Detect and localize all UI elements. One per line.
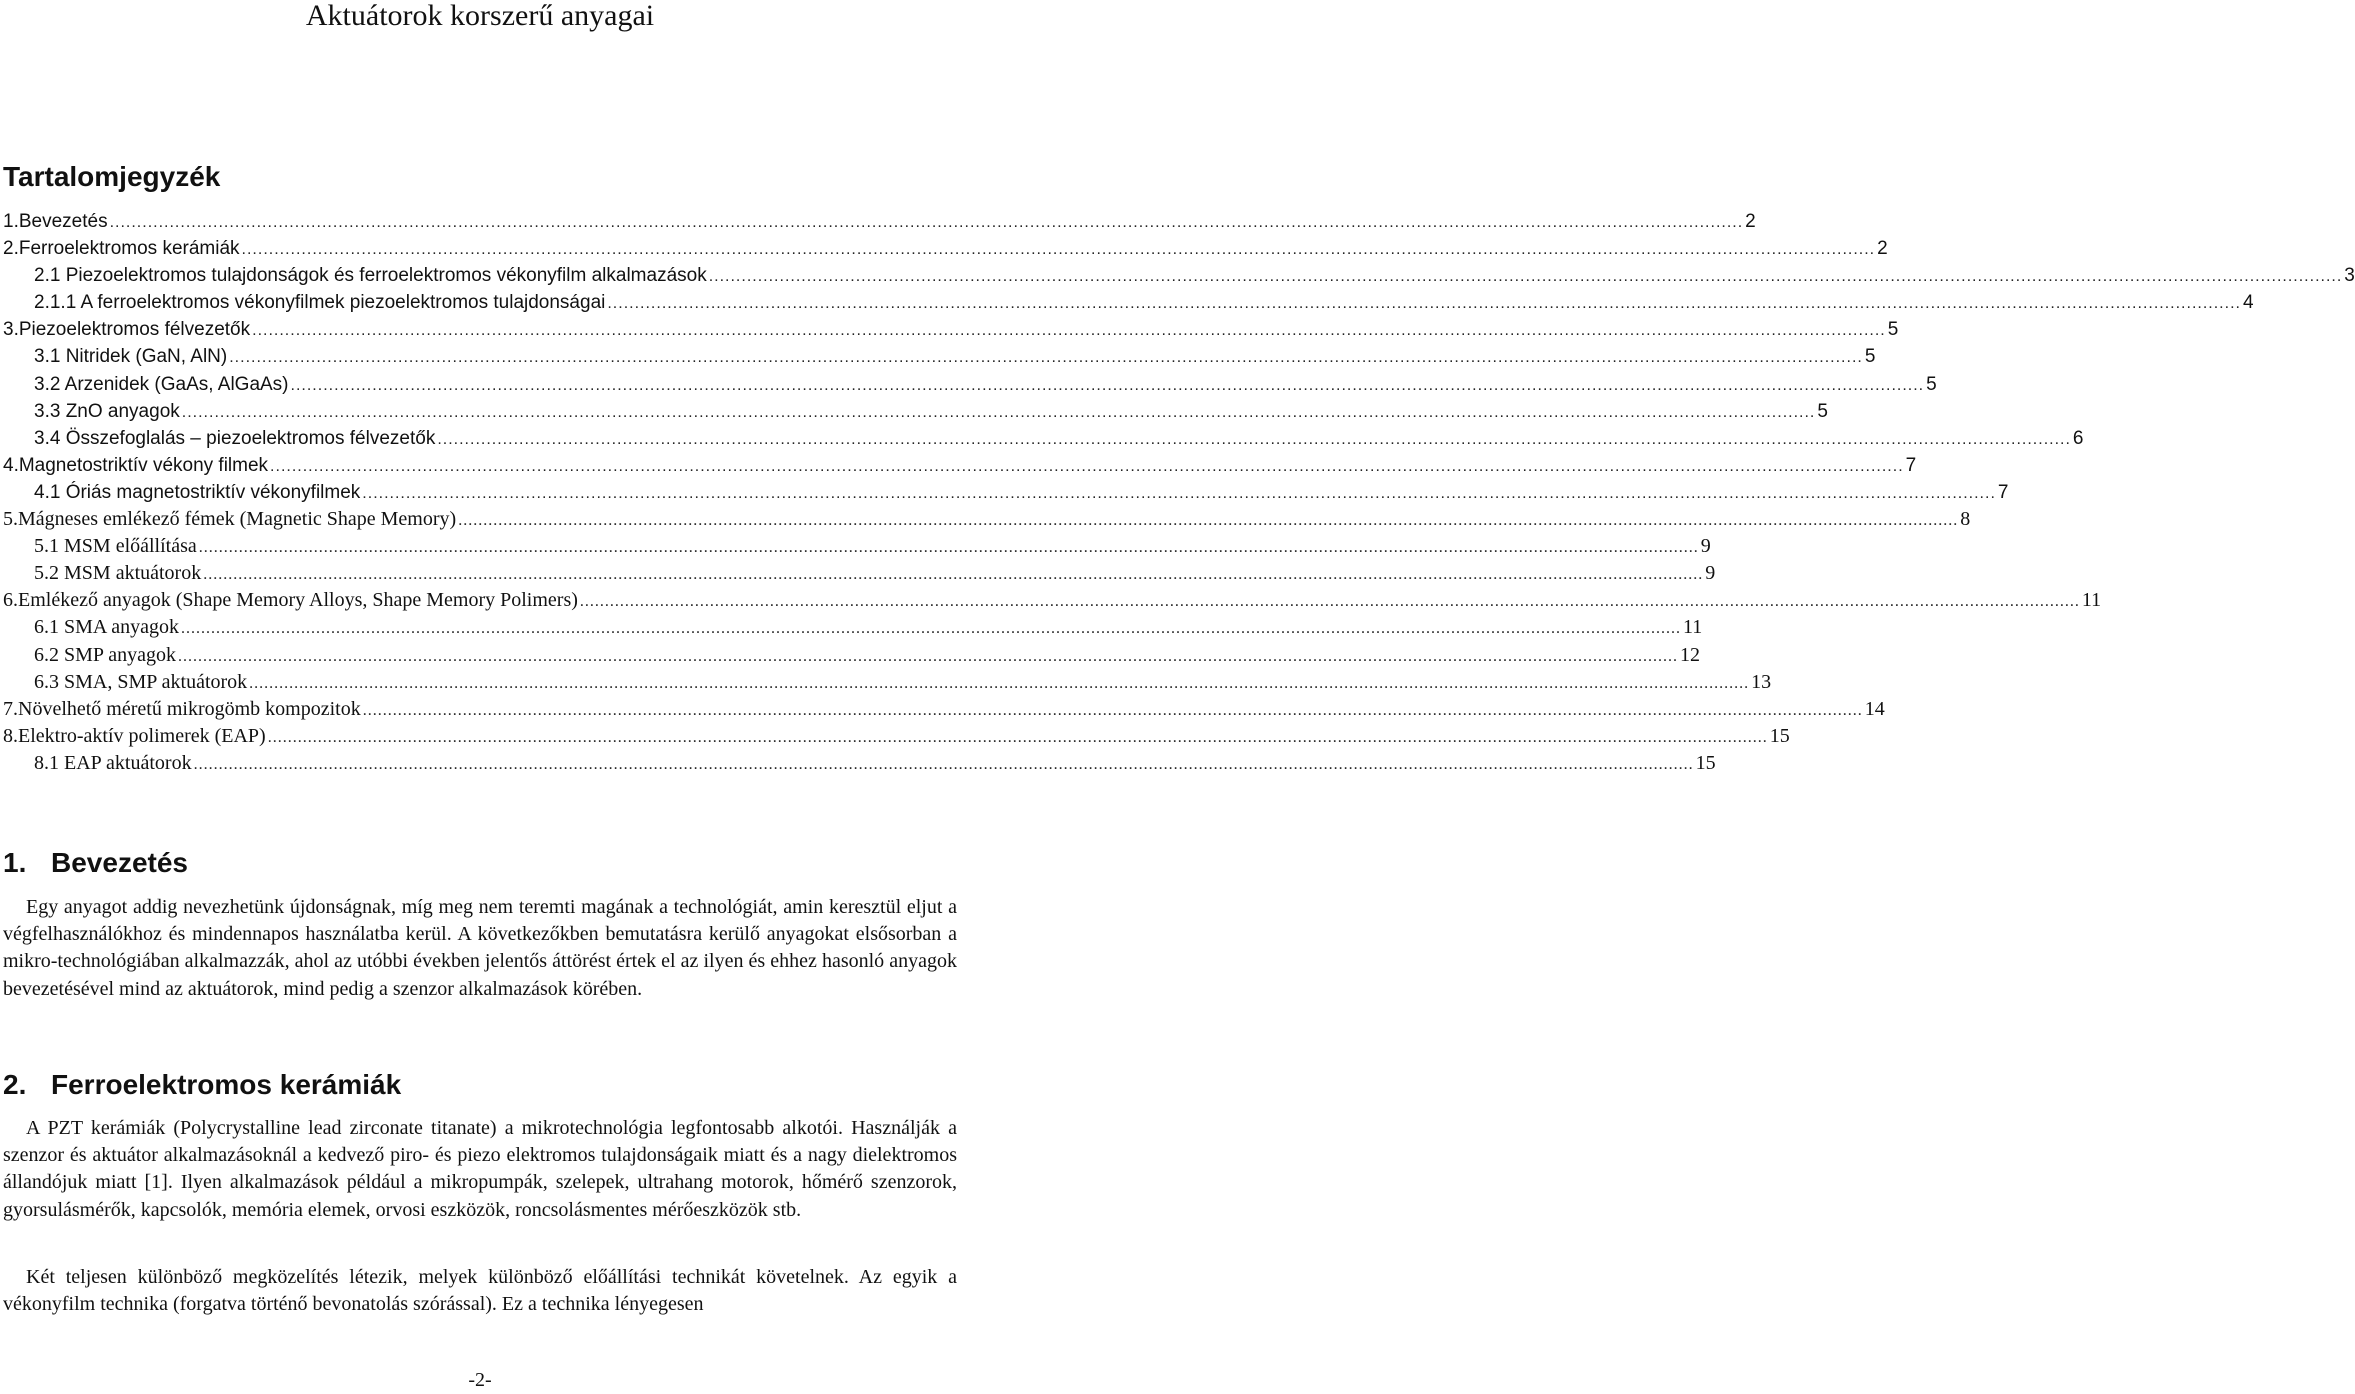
toc-entry-label: 2.Ferroelektromos kerámiák [3,238,240,260]
toc-entry[interactable] [0,208,1756,235]
toc-entry[interactable] [0,723,1790,750]
toc-dot-leader: ............................................................................................................................................................................................................................................................................................................ [458,512,1959,530]
toc-entry-label: 4.Magnetostriktív vékony filmek [3,454,269,476]
toc-entry-label: 5.1 MSM előállítása [34,535,197,558]
section-heading-intro [3,845,188,881]
toc-entry-page: 14 [1864,697,1885,720]
toc-entry[interactable] [0,398,1828,425]
toc-entry-page: 15 [1695,751,1716,774]
section-heading-ferro [3,1067,401,1103]
toc-entry-label: 7.Növelhető méretű mikrogömb kompozitok [3,697,361,720]
toc-entry-label: 6.Emlékező anyagok (Shape Memory Alloys, Shape Memory Polimers) [3,589,578,612]
toc-entry-page: 7 [1905,454,1917,476]
toc-entry[interactable] [0,696,1885,723]
toc-dot-leader: ............................................................................................................................................................................................................................................................................................................ [181,403,1816,421]
section-title: Ferroelektromos kerámiák [51,1069,402,1100]
toc-entry[interactable] [0,235,1888,262]
toc-entry-page: 5 [1926,373,1937,395]
toc-dot-leader: ............................................................................................................................................................................................................................................................................................................ [249,674,1750,692]
section-number: 2. [3,1069,27,1100]
toc-entry[interactable] [0,479,2009,506]
toc-dot-leader: ............................................................................................................................................................................................................................................................................................................ [198,539,1699,557]
toc-dot-leader: ............................................................................................................................................................................................................................................................................................................ [241,241,1876,259]
toc-entry[interactable] [0,506,1971,533]
toc-entry-page: 4 [2242,292,2254,314]
toc-entry[interactable] [0,289,2254,316]
toc-entry[interactable] [0,316,1899,343]
page-number-footer: -2- [468,1369,492,1391]
toc-entry-page: 2 [1877,238,1888,260]
toc-entry-label: 1.Bevezetés [3,211,108,232]
toc-entry[interactable] [0,343,1876,370]
toc-entry-page: 9 [1705,562,1716,585]
toc-dot-leader: ............................................................................................................................................................................................................................................................................................................ [290,376,1925,394]
toc-entry-page: 2 [1745,211,1756,232]
toc-dot-leader: ............................................................................................................................................................................................................................................................................................................ [193,755,1694,773]
toc-entry-label: 2.1 Piezoelektromos tulajdonságok és ferroelektromos vékonyfilm alkalmazások [34,265,707,287]
toc-entry-page: 3 [2344,265,2355,287]
ferro-paragraph-2: Két teljesen különböző megközelítés létezik, melyek különböző előállítási technikát követelnek. Az egyik a vékonyfilm technika (forgatva történő bevonatolás szórással). Ez a technika lényegesen [3,1266,957,1316]
toc-entry-page: 12 [1680,643,1701,666]
toc-entry-label: 3.2 Arzenidek (GaAs, AlGaAs) [34,373,289,395]
toc-dot-leader: ............................................................................................................................................................................................................................................................................................................ [203,566,1704,584]
toc-entry-page: 9 [1700,535,1711,558]
toc-entry-label: 4.1 Óriás magnetostriktív vékonyfilmek [34,481,361,503]
toc-entry-label: 3.4 Összefoglalás – piezoelektromos félvezetők [34,427,436,449]
toc-entry-page: 5 [1817,400,1828,422]
table-of-contents [0,208,2355,777]
toc-entry-label: 2.1.1 A ferroelektromos vékonyfilmek piezoelektromos tulajdonságai [34,292,606,314]
toc-entry-page: 5 [1864,346,1876,368]
toc-entry[interactable] [0,587,2102,614]
toc-dot-leader: ............................................................................................................................................................................................................................................................................................................ [708,268,2343,286]
toc-entry-page: 8 [1960,508,1971,531]
toc-dot-leader: ............................................................................................................................................................................................................................................................................................................ [579,593,2080,611]
ferro-paragraph-1: A PZT kerámiák (Polycrystalline lead zirconate titanate) a mikrotechnológia legfontosabb alkotói. Használják a szenzor és aktuátor alkalmazásoknál a kedvező piro- és piezo elektromos tulajdonságaik miatt és a nagy dielektromos állandójuk miatt [1]. Ilyen alkalmazások például a mikropumpák, szelepek, ultrahang motorok, hőmérő szenzorok, gyorsulásmérők, kapcsolók, memória elemek, orvosi eszközök, roncsolásmentes mérőeszközök stb. [3,1117,957,1221]
intro-paragraph: Egy anyagot addig nevezhetünk újdonságnak, míg meg nem teremti magának a technológiát, amin keresztül eljut a végfelhasználókhoz és mindennapos használatba kerül. A következőkben bemutatásra kerülő anyagokat elsősorban a mikro-technológiában alkalmazzák, ahol az utóbbi években jelentős áttörést értek el az ilyen és ehhez hasonló anyagok bevezetésével mind az aktuátorok, mind pedig a szenzor alkalmazások körében. [3,896,957,1000]
toc-entry[interactable] [0,425,2084,452]
toc-entry-page: 5 [1887,319,1899,341]
toc-entry-label: 3.1 Nitridek (GaN, AlN) [34,346,228,368]
toc-entry-page: 7 [1997,481,2009,503]
toc-entry[interactable] [0,533,1711,560]
toc-entry-label: 3.3 ZnO anyagok [34,400,180,422]
toc-entry[interactable] [0,560,1716,587]
document-title: Aktuátorok korszerű anyagai [305,0,655,32]
toc-dot-leader: ............................................................................................................................................................................................................................................................................................................ [607,295,2241,313]
toc-heading: Tartalomjegyzék [3,161,221,192]
toc-dot-leader: ............................................................................................................................................................................................................................................................................................................ [362,701,1863,719]
toc-entry-label: 5.Mágneses emlékező fémek (Magnetic Shape Memory) [3,508,457,531]
toc-entry-label: 8.Elektro-aktív polimerek (EAP) [3,724,266,747]
toc-entry-label: 6.3 SMA, SMP aktuátorok [34,670,248,693]
toc-dot-leader: ............................................................................................................................................................................................................................................................................................................ [181,620,1681,638]
toc-dot-leader: ............................................................................................................................................................................................................................................................................................................ [109,214,1744,231]
toc-entry-label: 6.2 SMP anyagok [34,643,177,666]
toc-dot-leader: ............................................................................................................................................................................................................................................................................................................ [178,647,1679,665]
toc-entry-page: 11 [1683,616,1703,639]
toc-dot-leader: ............................................................................................................................................................................................................................................................................................................ [437,430,2071,448]
toc-dot-leader: ............................................................................................................................................................................................................................................................................................................ [362,484,1996,502]
toc-entry[interactable] [0,371,1937,398]
toc-entry[interactable] [0,262,2355,289]
toc-entry-label: 5.2 MSM aktuátorok [34,562,202,585]
toc-entry[interactable] [0,750,1716,777]
toc-dot-leader: ............................................................................................................................................................................................................................................................................................................ [229,349,1863,367]
section-title: Bevezetés [51,847,188,878]
section-number: 1. [3,847,27,878]
toc-entry-page: 15 [1769,724,1790,747]
toc-entry-page: 6 [2072,427,2084,449]
toc-dot-leader: ............................................................................................................................................................................................................................................................................................................ [270,457,1904,475]
toc-entry[interactable] [0,642,1701,669]
toc-entry[interactable] [0,452,1917,479]
toc-entry[interactable] [0,614,1703,641]
toc-dot-leader: ............................................................................................................................................................................................................................................................................................................ [267,728,1768,746]
toc-entry-label: 8.1 EAP aktuátorok [34,751,192,774]
toc-entry-label: 6.1 SMA anyagok [34,616,179,639]
toc-dot-leader: ............................................................................................................................................................................................................................................................................................................ [252,322,1886,340]
toc-entry-page: 11 [2081,589,2102,612]
toc-entry-page: 13 [1751,670,1772,693]
toc-entry-label: 3.Piezoelektromos félvezetők [3,319,251,341]
toc-entry[interactable] [0,669,1772,696]
